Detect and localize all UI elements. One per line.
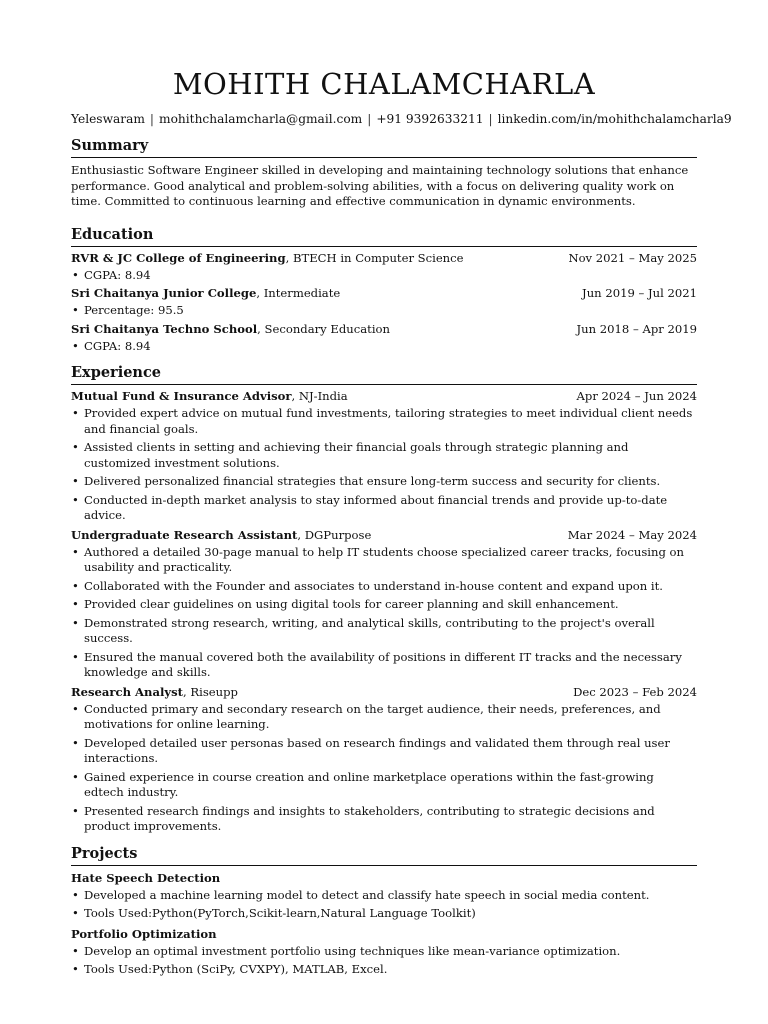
list-item: • Ensured the manual covered both the availability of positions in different IT tracks and the necessary knowledge and skills. [71, 650, 697, 681]
project-bullets [71, 888, 697, 922]
section-title-education: Education [71, 226, 697, 247]
contact-separator: | [149, 112, 155, 126]
list-item: • Gained experience in course creation and online marketplace operations within the fast-growing edtech industry. [71, 770, 697, 801]
project-title: Hate Speech Detection [71, 870, 221, 885]
experience-bullets [71, 702, 697, 835]
education-section [71, 226, 697, 355]
contact-line [71, 111, 732, 127]
list-item: • Delivered personalized financial strategies that ensure long-term success and security for clients. [71, 474, 697, 490]
project-title: Portfolio Optimization [71, 926, 217, 941]
list-item: • CGPA: 8.94 [71, 268, 697, 284]
list-item: • Provided clear guidelines on using digital tools for career planning and skill enhancement. [71, 597, 697, 613]
organization: , Riseupp [183, 684, 238, 699]
degree: , Secondary Education [257, 321, 390, 336]
role-title: Research Analyst [71, 684, 184, 699]
entry-dates: Jun 2018 – Apr 2019 [576, 321, 697, 336]
list-item: • Collaborated with the Founder and associates to understand in-house content and expand upon it. [71, 579, 697, 595]
contact-separator: | [367, 112, 372, 126]
experience-bullets [71, 545, 697, 681]
section-title-experience: Experience [71, 364, 697, 385]
list-item: • Presented research findings and insights to stakeholders, contributing to strategic decisions and product improvements. [71, 804, 697, 835]
contact-phone[interactable]: +91 9392633211 [376, 112, 484, 126]
experience-entry [71, 389, 697, 404]
list-item: • Percentage: 95.5 [71, 303, 697, 319]
role-title: Mutual Fund & Insurance Advisor [71, 389, 292, 403]
institution-name: Sri Chaitanya Junior College [71, 286, 257, 300]
role-title: Undergraduate Research Assistant [71, 527, 298, 542]
list-item: • Develop an optimal investment portfolio using techniques like mean-variance optimization. [71, 944, 697, 960]
entry-dates: Apr 2024 – Jun 2024 [576, 389, 697, 403]
contact-separator: | [488, 112, 493, 126]
experience-entry [71, 528, 697, 543]
experience-bullets [71, 406, 697, 524]
experience-entry [71, 685, 697, 700]
entry-dates: Mar 2024 – May 2024 [567, 527, 697, 542]
summary-text: Enthusiastic Software Engineer skilled in developing and maintaining technology solutions that enhance performance. Good analytical and problem-solving abilities, with a focus on delivering quality work on time. Committed to continuous learning and effective communication in dynamic environments. [71, 163, 689, 208]
list-item: • Provided expert advice on mutual fund investments, tailoring strategies to meet individual client needs and financial goals. [71, 406, 697, 437]
education-entry [71, 286, 697, 301]
list-item: • Conducted in-depth market analysis to stay informed about financial trends and provide up-to-date advice. [71, 493, 697, 524]
list-item: • Developed detailed user personas based on research findings and validated them through real user interactions. [71, 736, 697, 767]
section-title-summary: Summary [71, 137, 697, 158]
education-bullets [71, 268, 697, 284]
experience-section [71, 364, 697, 835]
section-title-projects: Projects [71, 845, 697, 866]
summary-section [71, 137, 697, 210]
projects-section [71, 845, 697, 978]
list-item: • Assisted clients in setting and achieving their financial goals through strategic planning and customized investment solutions. [71, 440, 697, 471]
project-bullets [71, 944, 697, 978]
degree: , BTECH in Computer Science [285, 250, 464, 265]
list-item: • Conducted primary and secondary research on the target audience, their needs, preferences, and motivations for online learning. [71, 702, 697, 733]
organization: , DGPurpose [297, 527, 372, 542]
institution-name: RVR & JC College of Engineering [71, 250, 286, 265]
list-item: • Tools Used:Python(PyTorch,Scikit-learn,Natural Language Toolkit) [71, 906, 697, 922]
contact-email[interactable]: mohithchalamcharla@gmail.com [159, 112, 363, 126]
entry-dates: Nov 2021 – May 2025 [568, 250, 697, 265]
organization: , NJ-India [291, 389, 348, 403]
institution-name: Sri Chaitanya Techno School [71, 321, 258, 336]
list-item: • CGPA: 8.94 [71, 339, 697, 355]
contact-location: Yeleswaram [71, 112, 145, 126]
degree: , Intermediate [256, 286, 341, 300]
education-entry [71, 251, 697, 266]
education-entry [71, 322, 697, 337]
entry-dates: Jun 2019 – Jul 2021 [582, 286, 697, 300]
list-item: • Tools Used:Python (SciPy, CVXPY), MATLAB, Excel. [71, 962, 697, 978]
education-bullets [71, 339, 697, 355]
list-item: • Demonstrated strong research, writing, and analytical skills, contributing to the project's overall success. [71, 616, 697, 647]
list-item: • Developed a machine learning model to detect and classify hate speech in social media content. [71, 888, 697, 904]
list-item: • Authored a detailed 30-page manual to help IT students choose specialized career tracks, focusing on usability and practicality. [71, 545, 697, 576]
entry-dates: Dec 2023 – Feb 2024 [573, 684, 697, 699]
candidate-name: MOHITH CHALAMCHARLA [172, 67, 596, 101]
education-bullets [71, 303, 697, 319]
contact-linkedin[interactable]: linkedin.com/in/mohithchalamcharla9 [497, 112, 732, 126]
